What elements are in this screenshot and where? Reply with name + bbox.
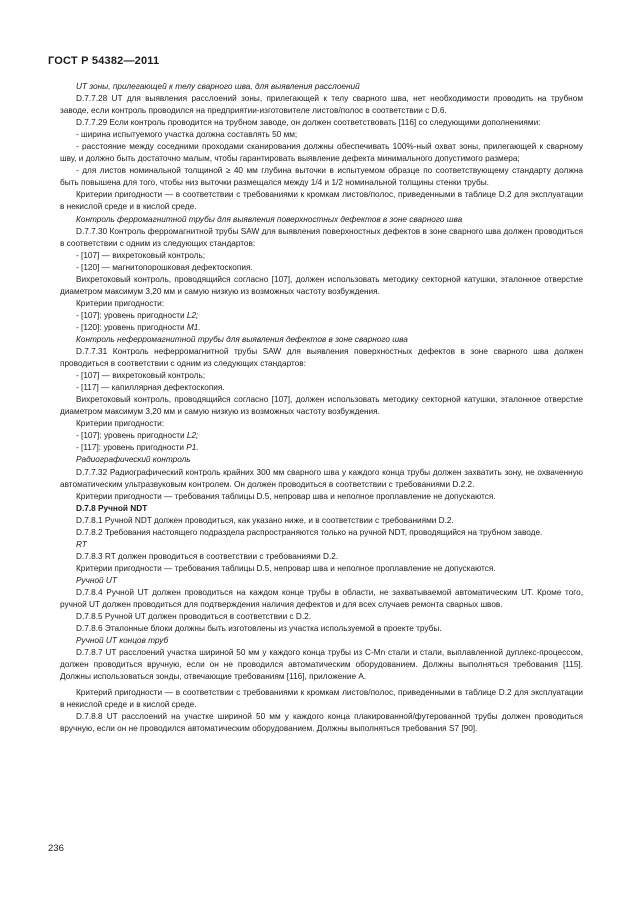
paragraph: [60, 611, 583, 623]
paragraph-italic-text: L2;: [186, 431, 199, 441]
paragraph-text: Радиографический контроль: [76, 455, 191, 465]
paragraph: [60, 527, 583, 539]
paragraph: [60, 274, 583, 298]
paragraph: [60, 117, 583, 129]
document-body: [60, 81, 583, 736]
paragraph-text: D.7.8.6 Эталонные блоки должны быть изготовлены из участка используемой в проекте трубы.: [76, 624, 442, 634]
paragraph-text: D.7.8.4 Ручной UT должен проводиться на каждом конце трубы в области, не захватываемой автоматическим UT. Кроме того, ручной UT должен проводиться для подтверждения наличия дефектов и для всех случаев ремонта сварных швов.: [60, 587, 583, 610]
paragraph: [60, 503, 583, 515]
paragraph-italic-text: L2;: [186, 310, 199, 320]
paragraph-text: Критерии пригодности:: [76, 298, 165, 308]
paragraph-text: Контроль неферромагнитной трубы для выявления дефектов в зоне сварного шва: [76, 334, 408, 344]
paragraph: [60, 81, 583, 93]
paragraph-text: - ширина испытуемого участка должна составлять 50 мм;: [76, 130, 298, 140]
paragraph: [60, 262, 583, 274]
paragraph: [60, 515, 583, 527]
paragraph-text: Критерии пригодности:: [76, 419, 165, 429]
paragraph-text: D.7.8.8 UT расслоений на участке шириной 50 мм у каждого конца плакированной/футерованной трубы должен проводиться вручную, если он не проводился автоматическим оборудованием. Должны выполняться требования S7 [90].: [60, 712, 583, 734]
paragraph-text: - [120] — магнитопорошковая дефектоскопия.: [76, 262, 253, 272]
paragraph-text: - [117]: уровень пригодности: [76, 443, 187, 453]
paragraph: [60, 382, 583, 394]
paragraph: [60, 394, 583, 418]
paragraph: [60, 141, 583, 165]
paragraph-text: UT зоны, прилегающей к телу сварного шва, для выявления расслоений: [76, 82, 360, 91]
paragraph: [60, 442, 583, 454]
paragraph-text: - [107] — вихретоковый контроль;: [76, 250, 206, 260]
paragraph-text: RT: [76, 539, 87, 549]
paragraph-text: D.7.7.29 Если контроль проводится на трубном заводе, он должен соответствовать [116] со следующими дополнениями:: [76, 118, 541, 128]
paragraph: [60, 623, 583, 635]
paragraph: [60, 298, 583, 310]
paragraph: [60, 539, 583, 551]
paragraph-text: - [107]: уровень пригодности: [76, 431, 187, 441]
paragraph-text: D.7.8.3 RT должен проводиться в соответствии с требованиями D.2.: [76, 551, 339, 561]
paragraph-text: D.7.7.31 Контроль неферромагнитной трубы SAW для выявления поверхностных дефектов в зоне сварного шва должен проводиться в соответствии с одним из следующих стандартов:: [60, 347, 583, 369]
paragraph: [60, 418, 583, 430]
paragraph-text: D.7.8.1 Ручной NDT должен проводиться, как указано ниже, и в соответствии с требованиями D.2.: [76, 515, 454, 525]
paragraph: [60, 563, 583, 575]
paragraph: [60, 575, 583, 587]
paragraph: [60, 346, 583, 370]
paragraph-text: Вихретоковый контроль, проводящийся согласно [107], должен использовать методику секторной катушки, эталонное отверстие диаметром максимум 3,20 мм и самую низкую из возможных частоту возбуждения.: [60, 395, 583, 417]
paragraph-text: Вихретоковый контроль, проводящийся согласно [107], должен использовать методику секторной катушки, эталонное отверстие диаметром максимум 3,20 мм и самую низкую из возможных частоту возбуждения.: [60, 274, 583, 296]
paragraph: [60, 635, 583, 647]
paragraph-italic-text: M1.: [186, 322, 201, 332]
paragraph-text: Критерии пригодности — в соответствии с требованиями к кромкам листов/полос, приведенными в таблице D.2 для эксплуатации в некислой среде и в кислой среде.: [60, 190, 583, 212]
paragraph: [60, 491, 583, 503]
paragraph: [60, 647, 583, 683]
paragraph: [60, 93, 583, 117]
paragraph: [60, 165, 583, 189]
paragraph-text: - [107]: уровень пригодности: [76, 310, 187, 320]
paragraph: [60, 129, 583, 141]
paragraph-text: Ручной UT концов труб: [76, 636, 169, 646]
paragraph: [60, 454, 583, 466]
paragraph: [60, 250, 583, 262]
paragraph-text: Критерий пригодности — в соответствии с требованиями к кромкам листов/полос, приведенными в таблице D.2 для эксплуатации в некислой среде и в кислой среде.: [60, 688, 583, 710]
paragraph-text: - для листов номинальной толщиной ≥ 40 мм глубина выточки в испытуемом образце по соответствующему стандарту должна быть повышена для того, чтобы низ выточки размещался между 1/4 и 1/2 номинальной толщины стенки трубы.: [60, 166, 583, 188]
paragraph-text: - [120]: уровень пригодности: [76, 322, 187, 332]
paragraph: [60, 551, 583, 563]
standard-header: ГОСТ Р 54382—2011: [48, 55, 160, 67]
paragraph-text: D.7.8 Ручной NDT: [76, 503, 148, 513]
paragraph-text: D.7.7.30 Контроль ферромагнитной трубы SAW для выявления поверхностных дефектов в зоне сварного шва должен проводиться в соответствии с одним из следующих стандартов:: [60, 226, 583, 248]
paragraph: [60, 711, 583, 735]
paragraph: [60, 189, 583, 213]
page-number: 236: [48, 843, 64, 854]
paragraph-text: - [117] — капиллярная дефектоскопия.: [76, 383, 225, 393]
paragraph-text: Критерии пригодности — требования таблицы D.5, непровар шва и неполное проплавление не допускаются.: [76, 491, 496, 501]
paragraph: [60, 467, 583, 491]
paragraph-text: D.7.7.28 UT для выявления расслоений зоны, прилегающей к телу сварного шва, нет необходимости проводить на трубном заводе, если контроль проводился на предприятии-изготовителе листов/полос в соответствии с D.6.: [60, 94, 583, 116]
paragraph: [60, 370, 583, 382]
paragraph: [60, 226, 583, 250]
paragraph: [60, 310, 583, 322]
paragraph: [60, 322, 583, 334]
paragraph-text: D.7.8.5 Ручной UT должен проводиться в соответствии с D.2.: [76, 612, 312, 622]
paragraph-text: - [107] — вихретоковый контроль;: [76, 371, 206, 381]
paragraph-text: D.7.8.7 UT расслоений участка шириной 50 мм у каждого конца трубы из C-Mn стали и стали, выплавленной дуплекс-процессом, должен проводиться вручную, если он не проводился автоматическим оборудованием. Должны выполняться требования [115]. Должны использоваться зонды, отвечающие требованиям [116], приложение А.: [60, 648, 583, 682]
paragraph: [60, 214, 583, 226]
paragraph: [60, 430, 583, 442]
paragraph-text: D.7.7.32 Радиографический контроль крайних 300 мм сварного шва у каждого конца трубы должен захватить зону, не охваченную автоматическим ультразвуковым контролем. Он должен проводиться в соответствии с требованиями D.2.2.: [60, 467, 583, 489]
paragraph: [60, 687, 583, 711]
paragraph: [60, 587, 583, 611]
paragraph-text: D.7.8.2 Требования настоящего подраздела распространяются только на ручной NDT, проводящийся на трубном заводе.: [76, 527, 543, 537]
paragraph: [60, 334, 583, 346]
paragraph-text: - расстояние между соседними проходами сканирования должны обеспечивать 100%-ный охват зоны, прилегающей к сварному шву, и должно быть достаточно малым, чтобы гарантировать выявление дефекта минимального допустимого размера;: [60, 142, 583, 164]
paragraph-italic-text: P1.: [186, 443, 199, 453]
paragraph-text: Ручной UT: [76, 575, 117, 585]
paragraph-text: Контроль ферромагнитной трубы для выявления поверхностных дефектов в зоне сварного шва: [76, 214, 463, 224]
paragraph-text: Критерии пригодности — требования таблицы D.5, непровар шва и неполное проплавление не допускаются.: [76, 563, 496, 573]
